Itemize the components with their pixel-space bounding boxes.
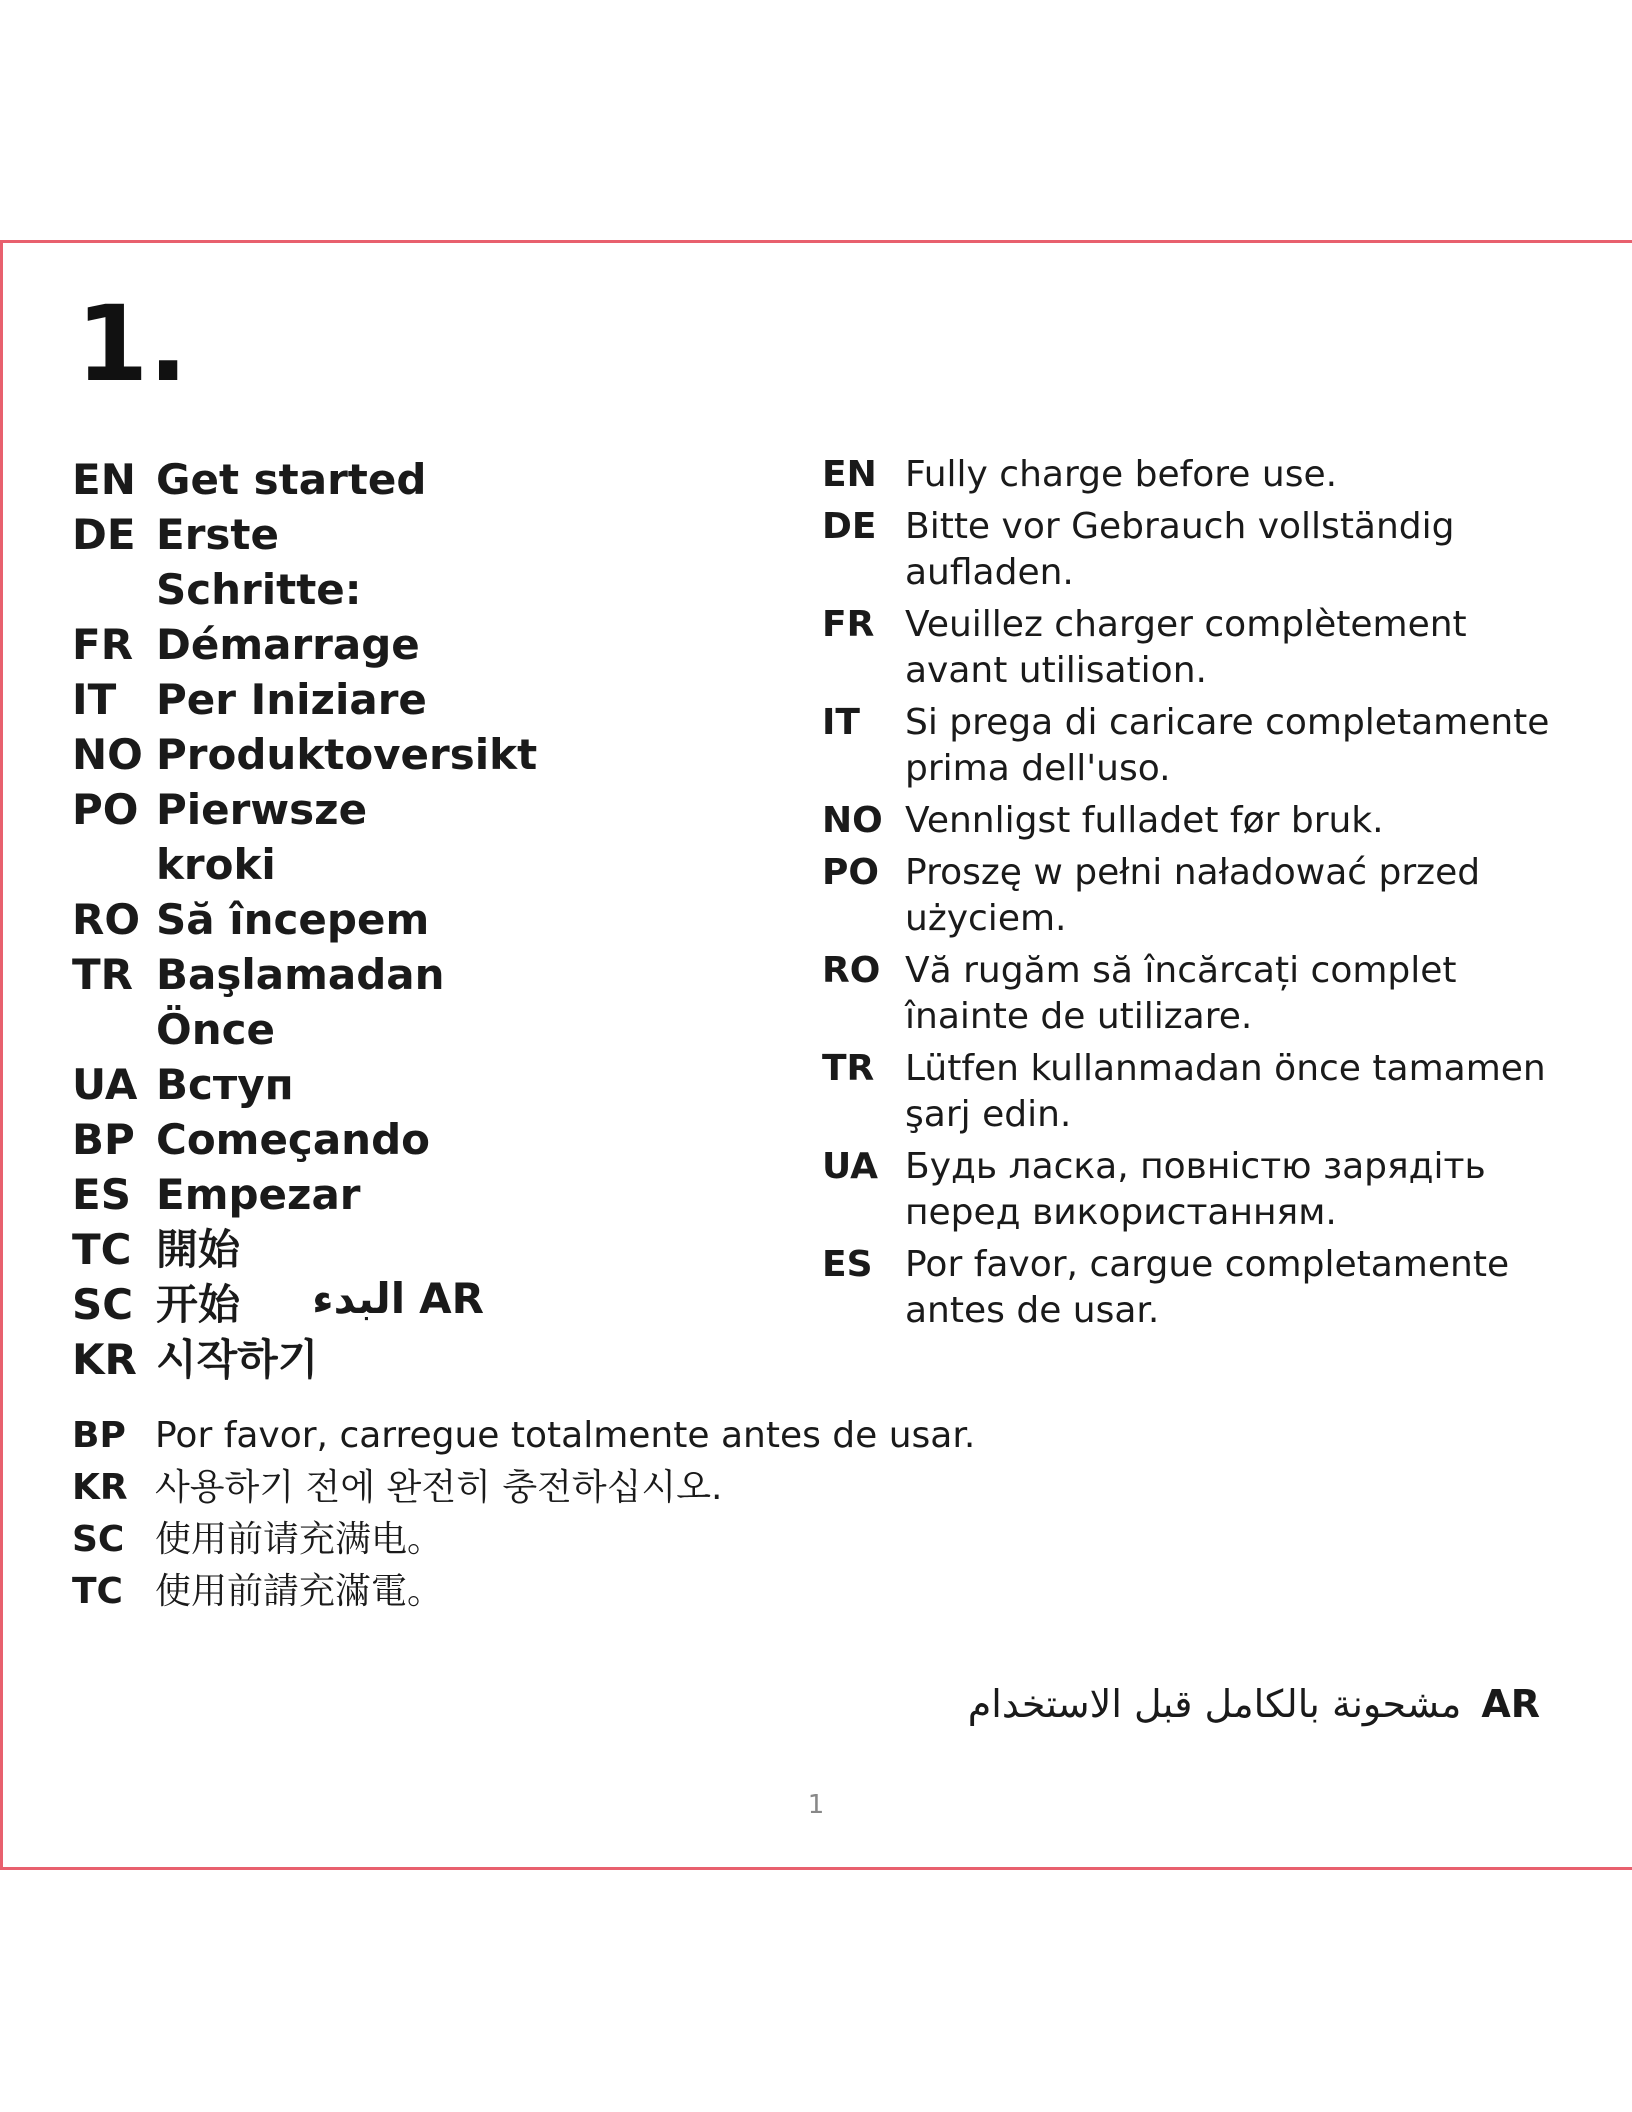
step-number: 1. [76,283,188,405]
title-row-tc [72,1222,492,1277]
language-code: TC [72,1225,132,1274]
title-text: Produktoversikt [156,730,538,779]
instruction-text: Por favor, cargue completamente antes de usar. [905,1244,1510,1331]
instruction-text: Fully charge before use. [905,454,1338,495]
title-text: Вступ [156,1060,294,1109]
language-code: IT [72,675,117,724]
language-code: PO [822,852,879,893]
title-row-ro [72,892,492,947]
language-code: NO [72,730,143,779]
language-code: NO [822,800,883,841]
title-text: 開始 [156,1225,241,1274]
language-code: AR [419,1274,484,1323]
instruction-row-fr [822,602,1552,694]
title-row-de [72,507,492,617]
instruction-text: 使用前請充滿電。 [155,1571,444,1612]
instruction-row-ro [822,948,1552,1040]
language-code: TR [822,1048,875,1089]
page-number: 1 [807,1790,825,1820]
language-code: BP [72,1115,135,1164]
instruction-text: Proszę w pełni naładować przed użyciem. [905,852,1481,939]
language-code: SC [72,1519,125,1560]
title-row-bp [72,1112,492,1167]
title-text: Começando [156,1115,430,1164]
instruction-row-ua [822,1144,1552,1236]
language-code: RO [72,895,141,944]
instruction-row-sc [72,1514,1172,1566]
instruction-text: Veuillez charger complètement avant utilisation. [905,604,1467,691]
instruction-row-en [822,452,1552,498]
language-code: UA [822,1146,878,1187]
title-row-it [72,672,492,727]
title-row-ar [72,1271,484,1326]
instruction-row-ar [968,1678,1540,1730]
title-text: Başlamadan Önce [156,950,445,1054]
instruction-row-it [822,700,1552,792]
language-code: BP [72,1415,126,1456]
instruction-text: Lütfen kullanmadan önce tamamen şarj edin. [905,1048,1546,1135]
title-row-en [72,452,492,507]
title-text: Get started [156,455,427,504]
instruction-text: Vennligst fulladet før bruk. [905,800,1384,841]
instruction-text: Будь ласка, повністю зарядіть перед використанням. [905,1146,1486,1233]
instruction-text: Por favor, carregue totalmente antes de usar. [155,1415,976,1456]
instruction-row-no [822,798,1552,844]
language-code: ES [72,1170,131,1219]
title-text: Per Iniziare [156,675,427,724]
language-code: ES [822,1244,873,1285]
language-code: FR [72,620,134,669]
language-code: AR [1481,1682,1540,1726]
title-text: Erste Schritte: [156,510,362,614]
title-row-fr [72,617,492,672]
language-code: TC [72,1571,123,1612]
language-code: UA [72,1060,138,1109]
instruction-text: Si prega di caricare completamente prima dell'uso. [905,702,1550,789]
title-text: 开始 [156,1280,241,1329]
instruction-row-bp [72,1410,1172,1462]
instruction-list [822,452,1552,1340]
instruction-text: مشحونة بالكامل قبل الاستخدام [967,1682,1462,1726]
language-code: EN [822,454,877,495]
language-code: KR [72,1467,128,1508]
language-code: DE [72,510,136,559]
instruction-text: 사용하기 전에 완전히 충전하십시오. [155,1467,723,1508]
language-code: TR [72,950,133,999]
instruction-row-po [822,850,1552,942]
instruction-row-es [822,1242,1552,1334]
language-code: FR [822,604,875,645]
language-code: IT [822,702,860,743]
title-text: Démarrage [156,620,420,669]
title-text: Pierwsze kroki [156,785,368,889]
instruction-row-kr [72,1462,1172,1514]
language-code: EN [72,455,136,504]
language-code: PO [72,785,139,834]
title-row-es [72,1167,492,1222]
title-row-kr [72,1332,492,1387]
title-text: البدء [312,1274,406,1323]
language-code: DE [822,506,877,547]
language-code: KR [72,1335,137,1384]
title-row-tr [72,947,492,1057]
title-row-no [72,727,538,782]
instruction-text: Vă rugăm să încărcați complet înainte de utilizare. [905,950,1457,1037]
language-code: RO [822,950,881,991]
instruction-text: 使用前请充满电。 [155,1519,444,1560]
title-text: Empezar [156,1170,361,1219]
instruction-row-de [822,504,1552,596]
bottom-instruction-list [72,1410,1172,1618]
title-row-po [72,782,492,892]
title-row-ua [72,1057,492,1112]
instruction-row-tc [72,1566,1172,1618]
instruction-row-tr [822,1046,1552,1138]
title-text: 시작하기 [156,1335,319,1384]
instruction-text: Bitte vor Gebrauch vollständig aufladen. [905,506,1455,593]
title-text: Să începem [156,895,430,944]
title-list [72,452,538,1387]
language-code: SC [72,1280,134,1329]
